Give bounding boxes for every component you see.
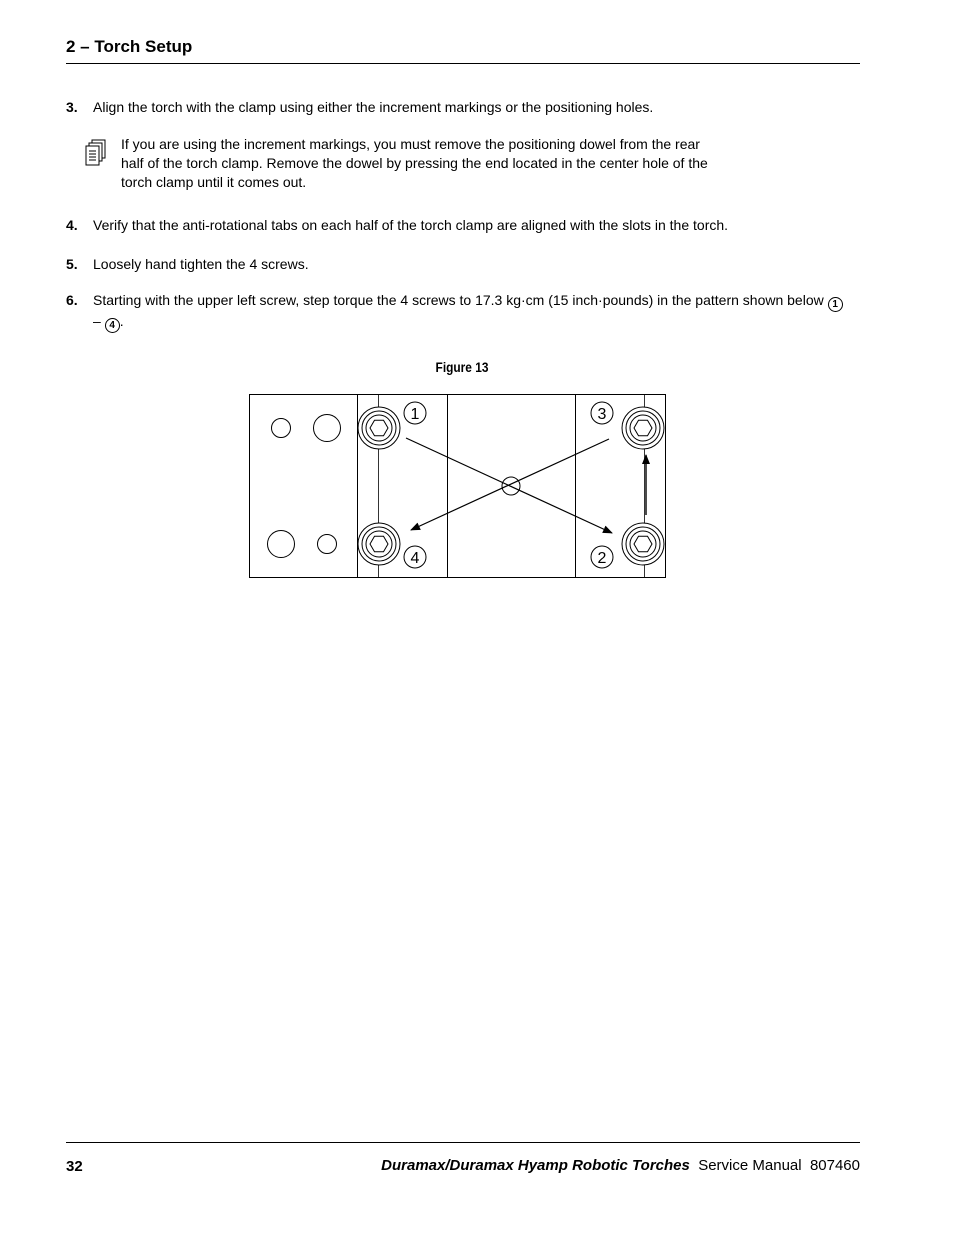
screw-3: [622, 407, 664, 449]
label-1: 1: [410, 406, 420, 423]
step-dash: –: [93, 313, 105, 329]
step-3: [66, 98, 846, 117]
book-title: Duramax/Duramax Hyamp Robotic Torches: [381, 1157, 690, 1174]
page-footer: [66, 1142, 860, 1175]
positioning-hole: [272, 419, 291, 438]
positioning-hole: [268, 531, 295, 558]
note-text: If you are using the increment markings, you must remove the positioning dowel from the rear half of the torch clamp. Remove the dowel by pressing the end located in the center hole of the torch clamp until it comes out.: [121, 136, 708, 190]
step-text: Verify that the anti-rotational tabs on each half of the torch clamp are aligned with the slots in the torch.: [93, 217, 729, 233]
figure-caption: Figure 13: [435, 359, 489, 375]
label-3: 3: [597, 406, 607, 423]
page-number: 32: [66, 1158, 83, 1175]
label-4: 4: [410, 550, 420, 567]
step-number: 3.: [66, 99, 78, 115]
step-text-after: .: [119, 313, 124, 329]
step-number: 6.: [66, 292, 78, 308]
step-text: Loosely hand tighten the 4 screws.: [93, 256, 309, 272]
step-text: [93, 291, 846, 333]
label-2: 2: [597, 550, 607, 567]
torch-clamp-diagram: [248, 393, 668, 581]
step-text-before: Starting with the upper left screw, step torque the 4 screws to 17.3 kg·cm (15 inch·pounds) in the pattern shown below: [93, 292, 828, 308]
section-title: 2 – Torch Setup: [66, 37, 193, 56]
note-block: [84, 135, 724, 192]
positioning-hole: [314, 415, 341, 442]
note-pages-icon: [84, 139, 108, 167]
step-text: Align the torch with the clamp using either the increment markings or the positioning holes.: [93, 99, 654, 115]
screw-2: [622, 523, 664, 565]
sequence-arrow-3-to-4: [411, 439, 609, 530]
step-number: 4.: [66, 217, 78, 233]
positioning-hole: [318, 535, 337, 554]
manual-type: Service Manual: [698, 1157, 802, 1174]
screw-1: [358, 407, 400, 449]
circled-number-end: 4: [105, 318, 120, 333]
manual-number: 807460: [809, 1157, 860, 1174]
step-number: 5.: [66, 256, 78, 272]
step-6: [66, 291, 846, 333]
page-header: [66, 37, 860, 64]
screw-4: [358, 523, 400, 565]
footer-document-info: [381, 1157, 860, 1174]
circled-number-start: 1: [828, 297, 843, 312]
step-4: [66, 216, 846, 235]
step-5: [66, 255, 846, 274]
